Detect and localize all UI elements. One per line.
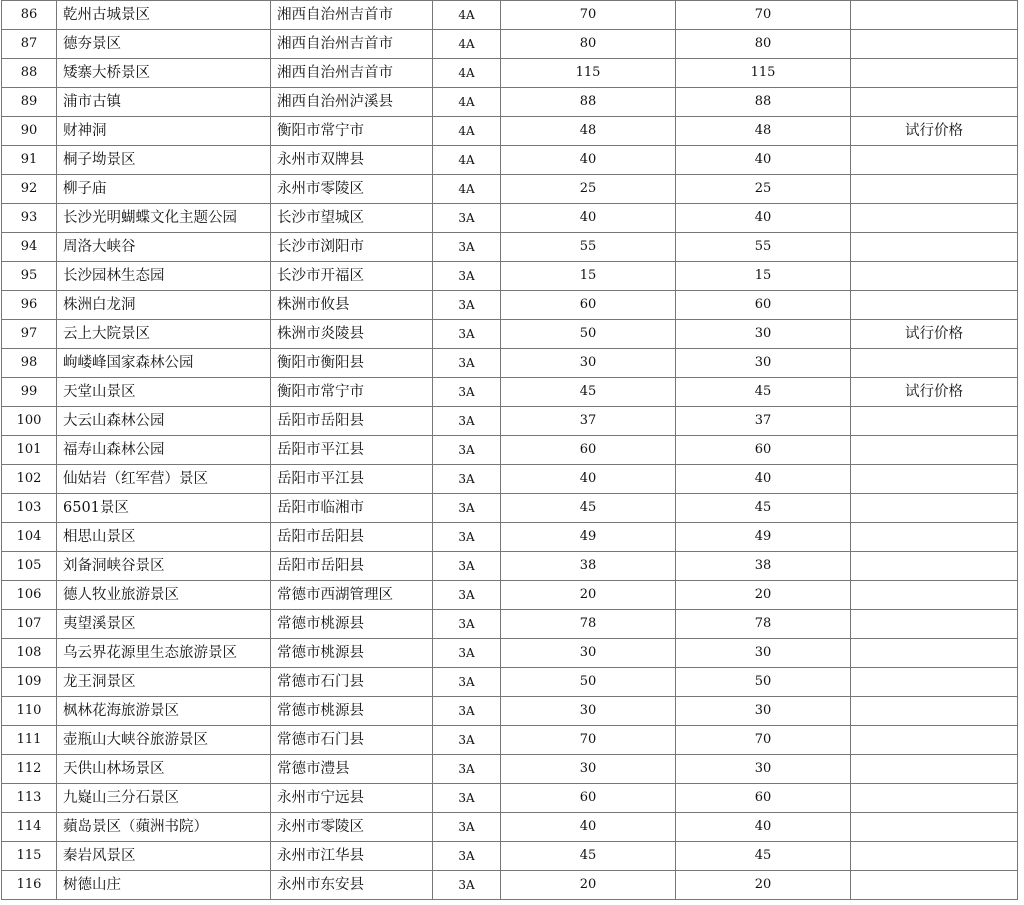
table-row <box>2 813 1018 842</box>
grade-cell: 3A <box>433 291 501 320</box>
row-number-cell: 103 <box>2 494 57 523</box>
row-number-cell: 88 <box>2 59 57 88</box>
price-cell: 40 <box>676 465 851 494</box>
price-cell: 40 <box>501 204 676 233</box>
grade-cell: 3A <box>433 755 501 784</box>
row-number-cell: 99 <box>2 378 57 407</box>
price-cell: 45 <box>501 842 676 871</box>
row-number-cell: 106 <box>2 581 57 610</box>
location-cell: 岳阳市岳阳县 <box>271 407 433 436</box>
note-cell <box>851 871 1018 900</box>
note-cell: 试行价格 <box>851 320 1018 349</box>
grade-cell: 3A <box>433 465 501 494</box>
scenic-name-cell: 夷望溪景区 <box>57 610 271 639</box>
table-row <box>2 610 1018 639</box>
location-cell: 湘西自治州吉首市 <box>271 59 433 88</box>
grade-cell: 3A <box>433 552 501 581</box>
table-row <box>2 146 1018 175</box>
location-cell: 湘西自治州吉首市 <box>271 1 433 30</box>
price-cell: 60 <box>501 784 676 813</box>
table-row <box>2 407 1018 436</box>
note-cell <box>851 349 1018 378</box>
price-cell: 60 <box>676 436 851 465</box>
price-cell: 30 <box>676 320 851 349</box>
table-row <box>2 262 1018 291</box>
location-cell: 岳阳市临湘市 <box>271 494 433 523</box>
location-cell: 岳阳市岳阳县 <box>271 552 433 581</box>
price-cell: 30 <box>676 349 851 378</box>
price-cell: 80 <box>501 30 676 59</box>
row-number-cell: 96 <box>2 291 57 320</box>
row-number-cell: 86 <box>2 1 57 30</box>
table-row <box>2 784 1018 813</box>
location-cell: 永州市东安县 <box>271 871 433 900</box>
location-cell: 常德市澧县 <box>271 755 433 784</box>
table-row <box>2 117 1018 146</box>
note-cell: 试行价格 <box>851 378 1018 407</box>
scenic-name-cell: 周洛大峡谷 <box>57 233 271 262</box>
table-row <box>2 1 1018 30</box>
scenic-name-cell: 仙姑岩（红军营）景区 <box>57 465 271 494</box>
price-cell: 25 <box>676 175 851 204</box>
note-cell <box>851 233 1018 262</box>
scenic-name-cell: 6501景区 <box>57 494 271 523</box>
note-cell <box>851 755 1018 784</box>
row-number-cell: 93 <box>2 204 57 233</box>
row-number-cell: 87 <box>2 30 57 59</box>
price-cell: 80 <box>676 30 851 59</box>
grade-cell: 3A <box>433 813 501 842</box>
price-cell: 15 <box>501 262 676 291</box>
note-cell <box>851 813 1018 842</box>
grade-cell: 3A <box>433 842 501 871</box>
price-cell: 70 <box>676 726 851 755</box>
price-cell: 60 <box>501 436 676 465</box>
price-cell: 45 <box>501 494 676 523</box>
row-number-cell: 98 <box>2 349 57 378</box>
grade-cell: 3A <box>433 494 501 523</box>
grade-cell: 3A <box>433 320 501 349</box>
price-cell: 20 <box>676 581 851 610</box>
scenic-name-cell: 乾州古城景区 <box>57 1 271 30</box>
price-cell: 48 <box>501 117 676 146</box>
table-row <box>2 668 1018 697</box>
scenic-name-cell: 乌云界花源里生态旅游景区 <box>57 639 271 668</box>
price-cell: 30 <box>676 639 851 668</box>
table-row <box>2 88 1018 117</box>
price-cell: 115 <box>676 59 851 88</box>
table-row <box>2 697 1018 726</box>
table-body <box>2 1 1018 900</box>
price-cell: 88 <box>676 88 851 117</box>
table-row <box>2 581 1018 610</box>
price-cell: 40 <box>501 146 676 175</box>
row-number-cell: 89 <box>2 88 57 117</box>
grade-cell: 3A <box>433 436 501 465</box>
grade-cell: 3A <box>433 581 501 610</box>
note-cell <box>851 407 1018 436</box>
price-cell: 70 <box>501 1 676 30</box>
table-row <box>2 726 1018 755</box>
note-cell <box>851 175 1018 204</box>
table-row <box>2 755 1018 784</box>
row-number-cell: 112 <box>2 755 57 784</box>
location-cell: 永州市零陵区 <box>271 813 433 842</box>
price-cell: 37 <box>676 407 851 436</box>
price-cell: 50 <box>501 668 676 697</box>
price-cell: 30 <box>676 755 851 784</box>
table-row <box>2 320 1018 349</box>
scenic-name-cell: 矮寨大桥景区 <box>57 59 271 88</box>
row-number-cell: 111 <box>2 726 57 755</box>
price-cell: 38 <box>501 552 676 581</box>
table-row <box>2 30 1018 59</box>
grade-cell: 3A <box>433 378 501 407</box>
location-cell: 常德市西湖管理区 <box>271 581 433 610</box>
price-cell: 40 <box>676 146 851 175</box>
scenic-name-cell: 天堂山景区 <box>57 378 271 407</box>
table-row <box>2 59 1018 88</box>
table-row <box>2 871 1018 900</box>
location-cell: 永州市江华县 <box>271 842 433 871</box>
price-cell: 55 <box>501 233 676 262</box>
note-cell <box>851 697 1018 726</box>
note-cell <box>851 146 1018 175</box>
row-number-cell: 90 <box>2 117 57 146</box>
grade-cell: 3A <box>433 349 501 378</box>
note-cell <box>851 30 1018 59</box>
note-cell <box>851 204 1018 233</box>
note-cell <box>851 784 1018 813</box>
price-cell: 40 <box>501 813 676 842</box>
note-cell <box>851 842 1018 871</box>
scenic-name-cell: 柳子庙 <box>57 175 271 204</box>
location-cell: 衡阳市常宁市 <box>271 117 433 146</box>
row-number-cell: 113 <box>2 784 57 813</box>
location-cell: 长沙市浏阳市 <box>271 233 433 262</box>
price-cell: 25 <box>501 175 676 204</box>
price-cell: 60 <box>676 291 851 320</box>
row-number-cell: 95 <box>2 262 57 291</box>
price-cell: 20 <box>501 581 676 610</box>
scenic-name-cell: 德人牧业旅游景区 <box>57 581 271 610</box>
note-cell <box>851 523 1018 552</box>
price-cell: 15 <box>676 262 851 291</box>
note-cell <box>851 291 1018 320</box>
location-cell: 常德市桃源县 <box>271 639 433 668</box>
scenic-name-cell: 蘋岛景区（蘋洲书院） <box>57 813 271 842</box>
row-number-cell: 105 <box>2 552 57 581</box>
price-cell: 48 <box>676 117 851 146</box>
table-row <box>2 378 1018 407</box>
price-cell: 49 <box>676 523 851 552</box>
grade-cell: 3A <box>433 726 501 755</box>
grade-cell: 4A <box>433 175 501 204</box>
location-cell: 衡阳市常宁市 <box>271 378 433 407</box>
scenic-name-cell: 相思山景区 <box>57 523 271 552</box>
table-row <box>2 204 1018 233</box>
price-cell: 45 <box>676 494 851 523</box>
price-cell: 30 <box>501 697 676 726</box>
table-row <box>2 175 1018 204</box>
location-cell: 永州市双牌县 <box>271 146 433 175</box>
grade-cell: 4A <box>433 59 501 88</box>
price-cell: 50 <box>501 320 676 349</box>
price-cell: 70 <box>501 726 676 755</box>
grade-cell: 4A <box>433 117 501 146</box>
row-number-cell: 101 <box>2 436 57 465</box>
note-cell <box>851 668 1018 697</box>
note-cell: 试行价格 <box>851 117 1018 146</box>
price-cell: 30 <box>676 697 851 726</box>
scenic-name-cell: 壶瓶山大峡谷旅游景区 <box>57 726 271 755</box>
location-cell: 岳阳市岳阳县 <box>271 523 433 552</box>
row-number-cell: 100 <box>2 407 57 436</box>
row-number-cell: 108 <box>2 639 57 668</box>
row-number-cell: 110 <box>2 697 57 726</box>
price-cell: 38 <box>676 552 851 581</box>
grade-cell: 3A <box>433 262 501 291</box>
table-row <box>2 291 1018 320</box>
grade-cell: 3A <box>433 639 501 668</box>
location-cell: 长沙市望城区 <box>271 204 433 233</box>
note-cell <box>851 88 1018 117</box>
row-number-cell: 92 <box>2 175 57 204</box>
table-row <box>2 494 1018 523</box>
scenic-name-cell: 龙王洞景区 <box>57 668 271 697</box>
table-row <box>2 639 1018 668</box>
scenic-name-cell: 德夯景区 <box>57 30 271 59</box>
row-number-cell: 91 <box>2 146 57 175</box>
row-number-cell: 97 <box>2 320 57 349</box>
price-cell: 78 <box>676 610 851 639</box>
price-cell: 60 <box>676 784 851 813</box>
table-row <box>2 233 1018 262</box>
location-cell: 常德市桃源县 <box>271 610 433 639</box>
scenic-name-cell: 树德山庄 <box>57 871 271 900</box>
location-cell: 岳阳市平江县 <box>271 465 433 494</box>
location-cell: 常德市石门县 <box>271 726 433 755</box>
grade-cell: 3A <box>433 697 501 726</box>
note-cell <box>851 436 1018 465</box>
table-row <box>2 436 1018 465</box>
price-cell: 78 <box>501 610 676 639</box>
price-cell: 20 <box>501 871 676 900</box>
note-cell <box>851 581 1018 610</box>
scenic-name-cell: 枫林花海旅游景区 <box>57 697 271 726</box>
note-cell <box>851 262 1018 291</box>
scenic-name-cell: 浦市古镇 <box>57 88 271 117</box>
scenic-price-table <box>1 0 1018 900</box>
scenic-name-cell: 福寿山森林公园 <box>57 436 271 465</box>
location-cell: 湘西自治州吉首市 <box>271 30 433 59</box>
grade-cell: 4A <box>433 30 501 59</box>
grade-cell: 3A <box>433 407 501 436</box>
scenic-name-cell: 桐子坳景区 <box>57 146 271 175</box>
price-cell: 88 <box>501 88 676 117</box>
price-cell: 20 <box>676 871 851 900</box>
location-cell: 株洲市炎陵县 <box>271 320 433 349</box>
scenic-name-cell: 岣嵝峰国家森林公园 <box>57 349 271 378</box>
scenic-name-cell: 财神洞 <box>57 117 271 146</box>
row-number-cell: 109 <box>2 668 57 697</box>
note-cell <box>851 726 1018 755</box>
price-cell: 45 <box>676 378 851 407</box>
location-cell: 永州市零陵区 <box>271 175 433 204</box>
price-cell: 60 <box>501 291 676 320</box>
location-cell: 永州市宁远县 <box>271 784 433 813</box>
scenic-name-cell: 秦岩风景区 <box>57 842 271 871</box>
scenic-name-cell: 云上大院景区 <box>57 320 271 349</box>
note-cell <box>851 494 1018 523</box>
scenic-name-cell: 天供山林场景区 <box>57 755 271 784</box>
location-cell: 岳阳市平江县 <box>271 436 433 465</box>
grade-cell: 3A <box>433 204 501 233</box>
grade-cell: 4A <box>433 146 501 175</box>
scenic-name-cell: 长沙园林生态园 <box>57 262 271 291</box>
location-cell: 衡阳市衡阳县 <box>271 349 433 378</box>
grade-cell: 3A <box>433 233 501 262</box>
scenic-name-cell: 九嶷山三分石景区 <box>57 784 271 813</box>
grade-cell: 4A <box>433 88 501 117</box>
note-cell <box>851 639 1018 668</box>
note-cell <box>851 610 1018 639</box>
row-number-cell: 104 <box>2 523 57 552</box>
table-row <box>2 465 1018 494</box>
price-cell: 40 <box>676 204 851 233</box>
grade-cell: 3A <box>433 523 501 552</box>
note-cell <box>851 465 1018 494</box>
row-number-cell: 114 <box>2 813 57 842</box>
scenic-name-cell: 株洲白龙洞 <box>57 291 271 320</box>
price-cell: 30 <box>501 349 676 378</box>
note-cell <box>851 552 1018 581</box>
price-cell: 45 <box>501 378 676 407</box>
grade-cell: 3A <box>433 668 501 697</box>
price-cell: 37 <box>501 407 676 436</box>
location-cell: 株洲市攸县 <box>271 291 433 320</box>
price-cell: 30 <box>501 639 676 668</box>
location-cell: 常德市石门县 <box>271 668 433 697</box>
note-cell <box>851 1 1018 30</box>
location-cell: 湘西自治州泸溪县 <box>271 88 433 117</box>
grade-cell: 3A <box>433 784 501 813</box>
location-cell: 长沙市开福区 <box>271 262 433 291</box>
row-number-cell: 115 <box>2 842 57 871</box>
grade-cell: 3A <box>433 610 501 639</box>
grade-cell: 4A <box>433 1 501 30</box>
price-cell: 45 <box>676 842 851 871</box>
price-cell: 49 <box>501 523 676 552</box>
scenic-name-cell: 长沙光明蝴蝶文化主题公园 <box>57 204 271 233</box>
price-cell: 70 <box>676 1 851 30</box>
row-number-cell: 107 <box>2 610 57 639</box>
grade-cell: 3A <box>433 871 501 900</box>
table-row <box>2 552 1018 581</box>
price-cell: 40 <box>676 813 851 842</box>
price-cell: 55 <box>676 233 851 262</box>
note-cell <box>851 59 1018 88</box>
table-row <box>2 842 1018 871</box>
table-row <box>2 349 1018 378</box>
price-cell: 30 <box>501 755 676 784</box>
row-number-cell: 102 <box>2 465 57 494</box>
price-cell: 50 <box>676 668 851 697</box>
scenic-name-cell: 大云山森林公园 <box>57 407 271 436</box>
row-number-cell: 94 <box>2 233 57 262</box>
location-cell: 常德市桃源县 <box>271 697 433 726</box>
scenic-name-cell: 刘备洞峡谷景区 <box>57 552 271 581</box>
row-number-cell: 116 <box>2 871 57 900</box>
price-cell: 115 <box>501 59 676 88</box>
table-row <box>2 523 1018 552</box>
price-cell: 40 <box>501 465 676 494</box>
